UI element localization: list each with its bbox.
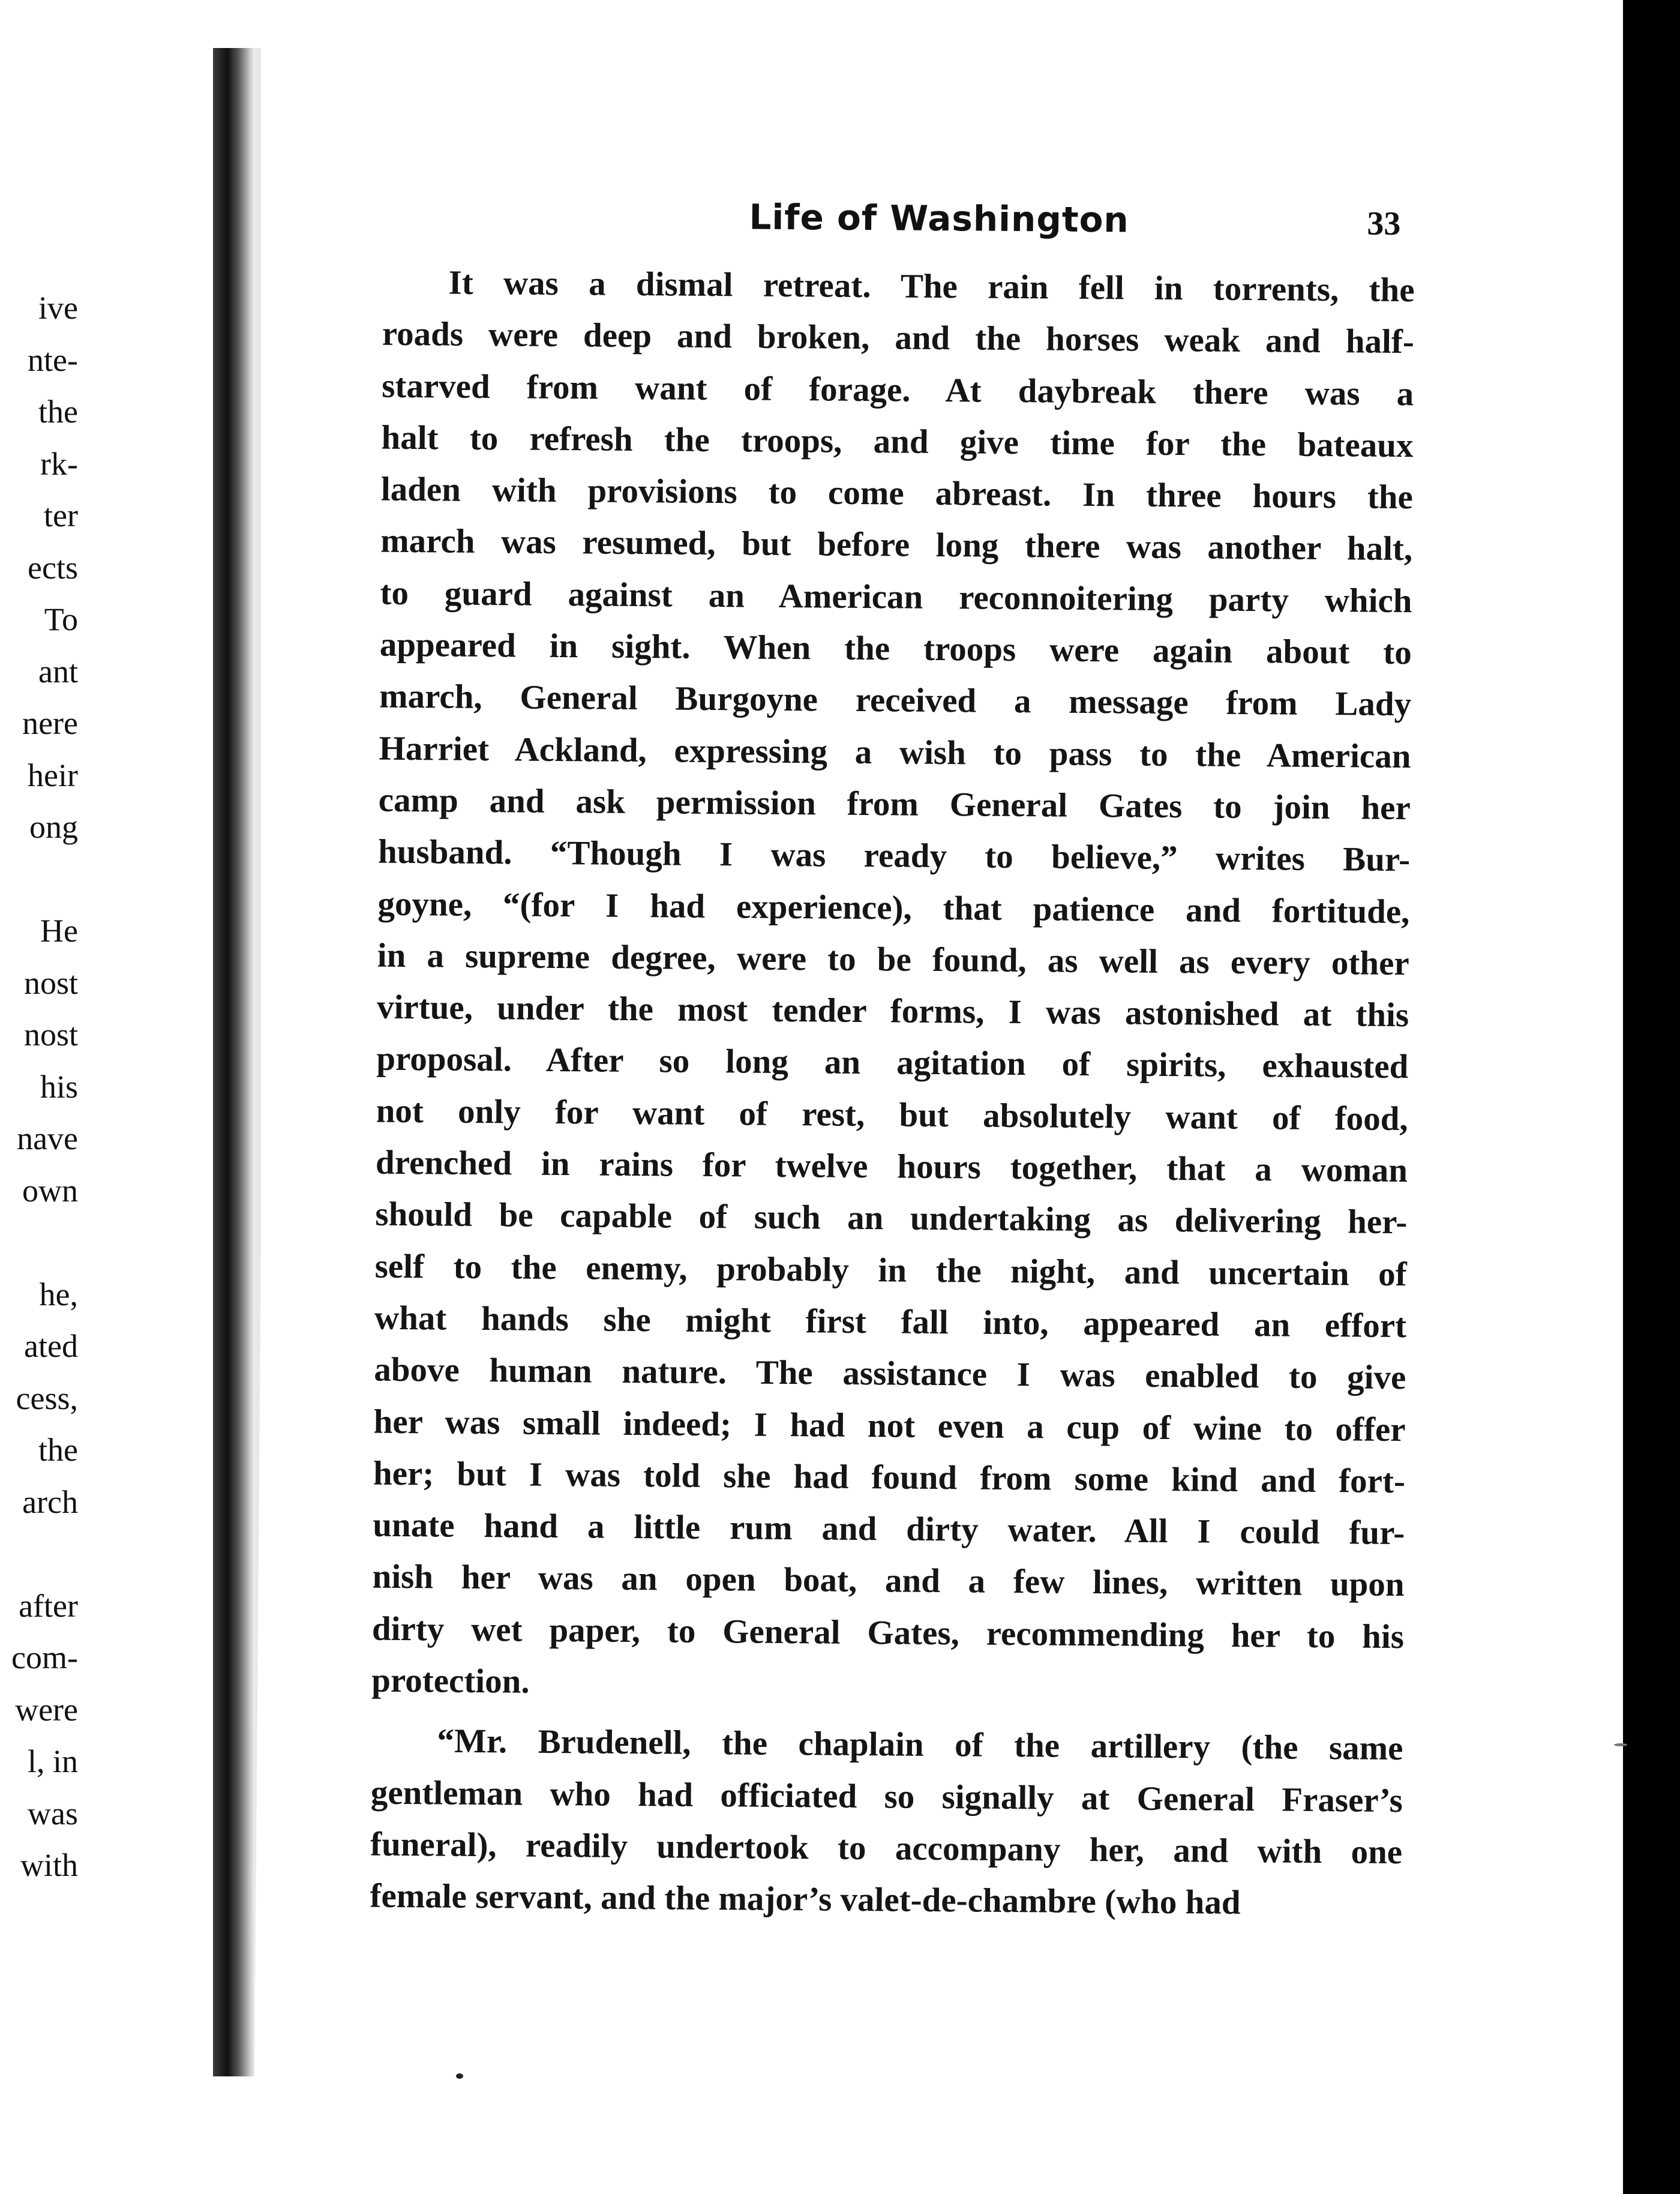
facing-page-line: with bbox=[20, 1847, 78, 1883]
facing-page-line: ated bbox=[24, 1328, 78, 1364]
text-line: goyne, “(for I had experience), that patience and fortitude, bbox=[377, 885, 1410, 931]
facing-page-line: nave bbox=[17, 1120, 78, 1156]
text-line: nish her was an open boat, and a few lines, written upon bbox=[372, 1558, 1405, 1604]
facing-page-line: ant bbox=[38, 653, 78, 690]
facing-page-line bbox=[0, 1216, 78, 1269]
facing-page-line: ects bbox=[28, 549, 78, 586]
scan-speck bbox=[1614, 1743, 1627, 1746]
facing-page-line: the bbox=[38, 394, 78, 430]
facing-page-line: rk- bbox=[40, 445, 78, 482]
text-line: proposal. After so long an agitation of spirits, exhausted bbox=[376, 1040, 1409, 1086]
text-line: dirty wet paper, to General Gates, recommending her to his bbox=[371, 1609, 1405, 1656]
text-line: virtue, under the most tender forms, I was astonished at this bbox=[376, 988, 1409, 1035]
text-line: husband. “Though I was ready to believe,” writes Bur- bbox=[377, 832, 1411, 879]
book-gutter bbox=[213, 48, 255, 2076]
facing-page-line: ong bbox=[29, 809, 78, 845]
facing-page-line: were bbox=[15, 1691, 78, 1728]
facing-page-left bbox=[0, 24, 216, 2076]
facing-page-line: nere bbox=[22, 705, 78, 741]
facing-page-line: heir bbox=[28, 757, 78, 793]
text-line: halt to refresh the troops, and give time for the bateaux bbox=[381, 418, 1414, 465]
text-line: appeared in sight. When the troops were again about to bbox=[379, 625, 1412, 672]
text-line: gentleman who had officiated so signally at General Fraser’s bbox=[370, 1773, 1403, 1820]
scan-speck bbox=[456, 2073, 463, 2079]
text-line: “Mr. Brudenell, the chaplain of the artillery (the same bbox=[437, 1722, 1403, 1768]
facing-page-line: was bbox=[28, 1795, 78, 1832]
facing-page-line: arch bbox=[22, 1483, 78, 1520]
text-line: self to the enemy, probably in the night, and uncertain of bbox=[374, 1247, 1407, 1293]
text-line: to guard against an American reconnoitering party which bbox=[380, 574, 1412, 620]
text-line: march was resumed, but before long there was another halt, bbox=[380, 522, 1413, 568]
facing-page-line: nost bbox=[23, 964, 78, 1001]
facing-page-line bbox=[0, 853, 78, 906]
text-line: above human nature. The assistance I was enabled to give bbox=[374, 1350, 1406, 1397]
facing-page-line: ive bbox=[38, 290, 78, 326]
facing-page-line: nost bbox=[23, 1017, 78, 1053]
page-number: 33 bbox=[1367, 205, 1401, 243]
facing-page-line: own bbox=[22, 1172, 78, 1209]
facing-page-line: after bbox=[19, 1587, 78, 1624]
text-line: starved from want of forage. At daybreak there was a bbox=[382, 367, 1414, 413]
text-line: roads were deep and broken, and the horses weak and half- bbox=[382, 314, 1415, 361]
text-line: funeral), readily undertook to accompany her, and with one bbox=[370, 1825, 1403, 1872]
facing-page-text bbox=[0, 282, 78, 1892]
scan-border-right bbox=[1623, 0, 1680, 2194]
facing-page-line: ter bbox=[44, 497, 78, 533]
text-line: female servant, and the major’s valet-de-chambre (who had bbox=[370, 1877, 1241, 1922]
book-page bbox=[254, 49, 1620, 2088]
paragraph-2 bbox=[370, 1715, 1403, 1931]
text-line: what hands she might first fall into, appeared an effort bbox=[374, 1299, 1407, 1345]
text-line: march, General Burgoyne received a message from Lady bbox=[379, 678, 1412, 724]
body-text bbox=[370, 257, 1415, 1931]
text-line: drenched in rains for twelve hours together, that a woman bbox=[375, 1143, 1408, 1190]
facing-page-line: cess, bbox=[16, 1380, 78, 1416]
facing-page-line: He bbox=[40, 913, 78, 949]
text-line: protection. bbox=[371, 1661, 530, 1701]
facing-page-line: To bbox=[44, 601, 78, 637]
facing-page-line: nte- bbox=[28, 341, 78, 378]
text-line: unate hand a little rum and dirty water. All I could fur- bbox=[373, 1506, 1405, 1552]
text-line: should be capable of such an undertaking as delivering her- bbox=[375, 1195, 1408, 1242]
text-line: her; but I was told she had found from some kind and fort- bbox=[373, 1454, 1406, 1500]
text-line: not only for want of rest, but absolutely want of food, bbox=[376, 1092, 1408, 1138]
text-line: laden with provisions to come abreast. In three hours the bbox=[380, 470, 1414, 517]
text-line: in a supreme degree, were to be found, as well as every other bbox=[377, 936, 1409, 983]
paragraph-1 bbox=[371, 257, 1415, 1715]
text-line: It was a dismal retreat. The rain fell in torrents, the bbox=[448, 263, 1415, 310]
text-line: camp and ask permission from General Gates to join her bbox=[378, 781, 1411, 828]
facing-page-line: his bbox=[40, 1068, 78, 1105]
running-head: Life of Washington bbox=[749, 196, 1130, 241]
facing-page-line bbox=[0, 1528, 78, 1580]
facing-page-line: he, bbox=[39, 1276, 78, 1312]
facing-page-line: the bbox=[38, 1432, 78, 1468]
text-line: Harriet Ackland, expressing a wish to pass to the American bbox=[379, 729, 1411, 775]
facing-page-line: com- bbox=[11, 1639, 78, 1676]
facing-page-line: l, in bbox=[27, 1743, 78, 1779]
text-line: her was small indeed; I had not even a cup of wine to offer bbox=[373, 1402, 1406, 1449]
